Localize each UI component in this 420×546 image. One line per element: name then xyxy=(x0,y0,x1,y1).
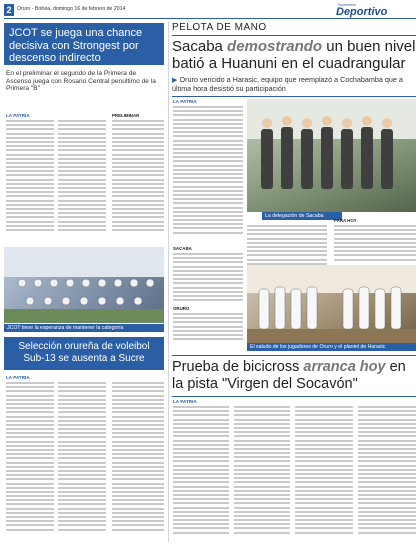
story1-text-col1 xyxy=(6,120,54,242)
story1-team-photo xyxy=(4,247,164,323)
story1-headline: JCOT se juega una chance decisiva con Strongest por descenso indirecto xyxy=(9,27,143,64)
team-photo-figures xyxy=(4,247,164,323)
story3-delegation-photo xyxy=(247,99,416,212)
story1-text-col2 xyxy=(58,120,106,242)
story3-greeting-photo xyxy=(247,265,416,343)
story4-tag: LA PATRIA xyxy=(173,399,197,404)
story3-headline-highlight: demostrando xyxy=(227,38,323,55)
story1-caption: JCOT tiene la esperanza de mantener la categoría xyxy=(4,324,164,332)
story3-headline-part1: Sacaba xyxy=(172,38,228,55)
story4-headline xyxy=(172,359,416,393)
story3-col-head-sacaba: SACABA xyxy=(173,246,192,251)
arrow-bullet-icon: ▶ xyxy=(172,75,180,84)
supplement-label: Suplemento xyxy=(338,3,357,7)
story4-headline-highlight: arranca hoy xyxy=(303,359,386,375)
delegation-photo-figures xyxy=(247,99,416,212)
story3-kicker-rule xyxy=(172,35,416,36)
story3-text-col1b xyxy=(173,253,243,305)
header-rule xyxy=(4,18,416,19)
story1-text-col3 xyxy=(112,120,164,242)
story2-text-col2 xyxy=(58,382,106,542)
story3-text-col3 xyxy=(334,225,416,265)
story2-text-col1 xyxy=(6,382,54,542)
story3-bottom-caption: El saludo de los jugadores de Oruro y el plantel de Harasic xyxy=(247,343,416,351)
story1-headline-box xyxy=(4,23,164,65)
story3-col-head-para-hoy: PARA HOY xyxy=(334,218,357,223)
story4-text-col3 xyxy=(295,406,353,542)
story3-headline-part3: un buen nivel batió a Huanuni en el cuadrangular xyxy=(172,38,416,72)
story3-headline xyxy=(172,38,416,72)
greeting-photo-figures xyxy=(247,265,416,343)
story4-text-col2 xyxy=(234,406,290,542)
story3-photo-caption: La delegación de Sacaba xyxy=(262,212,342,220)
story4-top-rule xyxy=(172,355,416,356)
page-number: 2 xyxy=(4,4,14,16)
story2-text-col3 xyxy=(112,382,164,542)
story2-tag: LA PATRIA xyxy=(6,375,30,380)
story4-text-col1 xyxy=(173,406,229,542)
story3-kicker: PELOTA DE MANO xyxy=(172,22,267,33)
story4-headline-part1: Prueba de bicicross xyxy=(172,359,304,375)
story4-text-col4 xyxy=(358,406,416,542)
story4-headline-rule xyxy=(172,396,416,397)
section-logo: Deportivo xyxy=(336,6,388,18)
story3-deck-rule xyxy=(172,96,416,97)
story1-tag: LA PATRIA xyxy=(6,113,30,118)
story1-column-head: PRELIMINAR xyxy=(112,113,140,118)
column-divider xyxy=(168,22,169,542)
story3-deck xyxy=(172,76,416,93)
story2-headline-box xyxy=(4,337,164,370)
story1-deck: En el preliminar el segundo de la Primera de Ascenso juega con Rosario Central penúltimo de la Primera "B" xyxy=(6,70,156,93)
story3-tag: LA PATRIA xyxy=(173,99,197,104)
story3-text-col1c xyxy=(173,313,243,345)
story4-headline-part3: en la pista "Virgen del Socavón" xyxy=(172,359,406,392)
dateline: Oruro - Bolivia, domingo 16 de febrero de 2014 xyxy=(17,6,126,12)
story3-deck-text: Oruro vencido a Harasic, equipo que reemplazó a Cochabamba que a última hora desistió su participación xyxy=(172,75,403,93)
story3-col-head-oruro: ORURO xyxy=(173,306,190,311)
story3-text-col1 xyxy=(173,106,243,244)
story2-headline: Selección orureña de voleibol Sub-13 se ausenta a Sucre xyxy=(18,341,150,364)
